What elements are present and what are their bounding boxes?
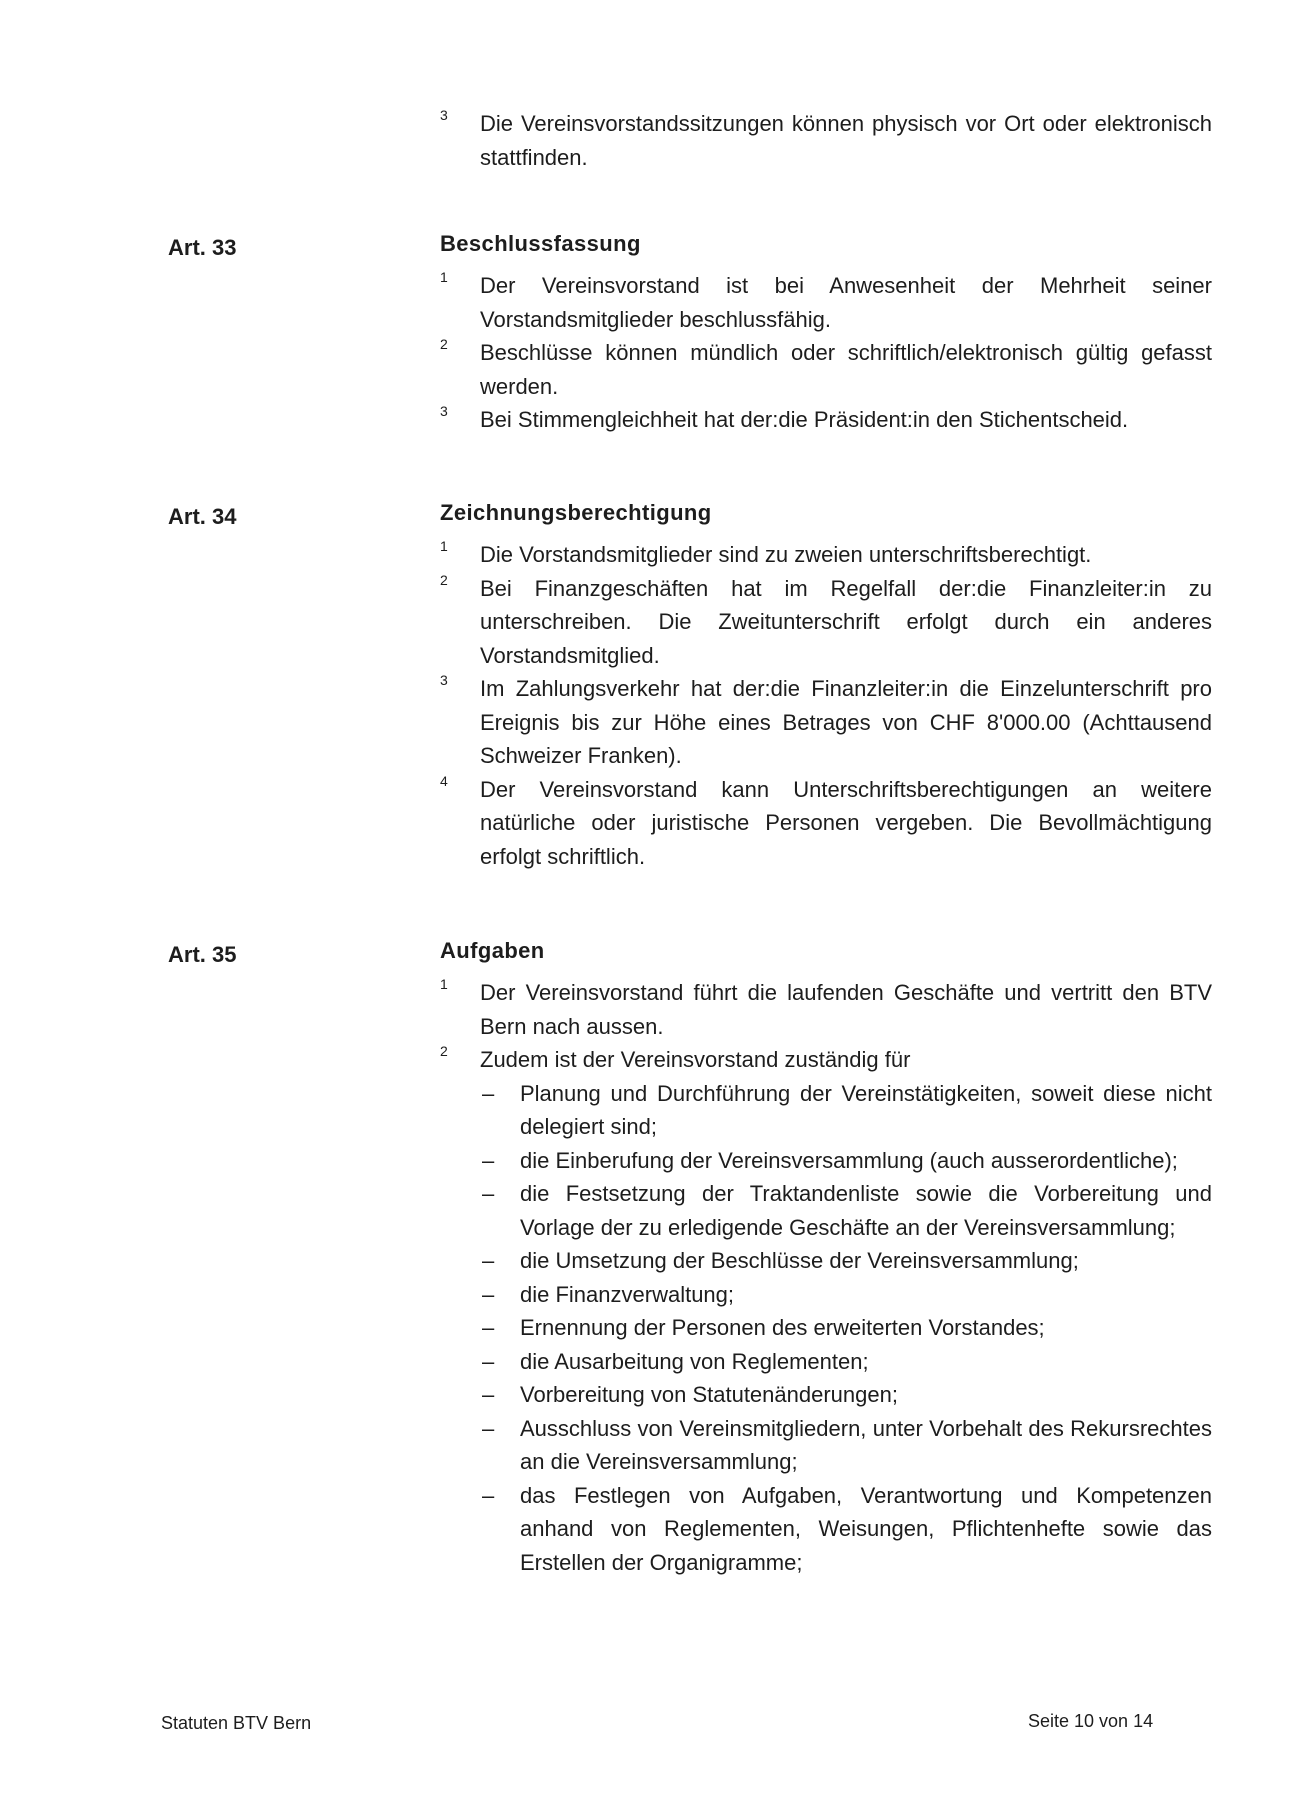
paragraph-number: 3 [440,672,448,688]
task-list [436,1077,1212,1580]
paragraph-text: Bei Stimmengleichheit hat der:die Präsident:in den Stichentscheid. [480,407,1129,432]
footer-document-title: Statuten BTV Bern [161,1713,312,1733]
paragraph [436,336,1212,403]
list-item [480,1479,1212,1580]
paragraph-text: Die Vereinsvorstandssitzungen können physisch vor Ort oder elektronisch stattfinden. [480,111,1212,170]
list-item [480,1311,1212,1345]
lead-paragraph [436,107,1212,174]
paragraph-number: 2 [440,336,448,352]
paragraph [436,269,1212,336]
list-item [480,1077,1212,1144]
article-paragraphs [436,269,1212,437]
paragraph [436,1043,1212,1077]
article-title: Aufgaben [440,938,545,963]
list-item-text: Ausschluss von Vereinsmitgliedern, unter Vorbehalt des Rekursrechtes an die Vereinsversammlung; [520,1415,1212,1474]
paragraph-number: 1 [440,976,448,992]
list-item-text: Vorbereitung von Statutenänderungen; [520,1382,898,1407]
dash-icon: – [482,1281,495,1307]
paragraph-text: Bei Finanzgeschäften hat im Regelfall der:die Finanzleiter:in zu unterschreiben. Die Zweitunterschrift erfolgt durch ein anderes Vorstandsmitglied. [480,575,1212,668]
article-number: Art. 33 [168,235,237,260]
list-item-text: die Einberufung der Vereinsversammlung (auch ausserordentliche); [520,1147,1178,1173]
paragraph [436,572,1212,673]
list-item-text: die Finanzverwaltung; [520,1281,735,1307]
paragraph-number: 3 [440,403,448,419]
list-item-text: Ernennung der Personen des erweiterten Vorstandes; [520,1315,1045,1340]
paragraph-text: Der Vereinsvorstand kann Unterschriftsberechtigungen an weitere natürliche oder juristische Personen vergeben. Die Bevollmächtigung erfolgt schriftlich. [480,776,1212,869]
article-number: Art. 35 [168,942,237,967]
article-paragraphs [436,976,1212,1579]
paragraph-text: Zudem ist der Vereinsvorstand zuständig für [480,1047,911,1072]
dash-icon: – [482,1315,495,1340]
list-item-text: Planung und Durchführung der Vereinstätigkeiten, soweit diese nicht delegiert sind; [520,1080,1212,1139]
dash-icon: – [482,1080,495,1106]
list-item-text: die Festsetzung der Traktandenliste sowie die Vorbereitung und Vorlage der zu erledigende Geschäfte an der Vereinsversammlung; [520,1181,1212,1240]
paragraph-number: 3 [440,107,448,123]
dash-icon: – [482,1248,495,1273]
footer-page-number: Seite 10 von 14 [1028,1711,1154,1731]
paragraph [436,976,1212,1043]
dash-icon: – [482,1147,495,1173]
paragraph-number: 4 [440,772,448,789]
paragraph [436,403,1212,437]
paragraph-number: 2 [440,571,448,588]
paragraph-text: Beschlüsse können mündlich oder schriftlich/elektronisch gültig gefasst werden. [480,340,1212,399]
list-item-text: die Ausarbeitung von Reglementen; [520,1348,869,1374]
paragraph-text: Im Zahlungsverkehr hat der:die Finanzleiter:in die Einzelunterschrift pro Ereignis bis zur Höhe eines Betrages von CHF 8'000.00 (Achttausend Schweizer Franken). [480,676,1212,768]
paragraph-text: Der Vereinsvorstand ist bei Anwesenheit der Mehrheit seiner Vorstandsmitglieder beschlussfähig. [480,273,1212,332]
list-item [480,1278,1212,1312]
paragraph [436,773,1212,874]
dash-icon: – [482,1348,495,1374]
dash-icon: – [482,1181,495,1206]
article-title: Beschlussfassung [440,231,641,256]
paragraph [436,538,1212,572]
article-number: Art. 34 [168,504,237,529]
list-item [480,1177,1212,1244]
paragraph-text: Die Vorstandsmitglieder sind zu zweien unterschriftsberechtigt. [480,542,1092,567]
list-item [480,1378,1212,1412]
list-item [480,1345,1212,1379]
paragraph-number: 1 [440,269,448,285]
paragraph-number: 1 [440,538,448,554]
dash-icon: – [482,1415,495,1441]
list-item-text: das Festlegen von Aufgaben, Verantwortung und Kompetenzen anhand von Reglementen, Weisungen, Pflichtenhefte sowie das Erstellen der Organigramme; [520,1482,1212,1575]
article-title: Zeichnungsberechtigung [440,500,712,525]
list-item-text: die Umsetzung der Beschlüsse der Vereinsversammlung; [520,1248,1079,1273]
dash-icon: – [482,1482,495,1508]
paragraph [436,107,1212,174]
list-item [480,1412,1212,1479]
article-paragraphs [436,538,1212,873]
paragraph [436,672,1212,773]
paragraph-text: Der Vereinsvorstand führt die laufenden Geschäfte und vertritt den BTV Bern nach aussen. [480,980,1212,1039]
dash-icon: – [482,1382,495,1407]
paragraph-number: 2 [440,1043,448,1059]
list-item [480,1144,1212,1178]
list-item [480,1244,1212,1278]
